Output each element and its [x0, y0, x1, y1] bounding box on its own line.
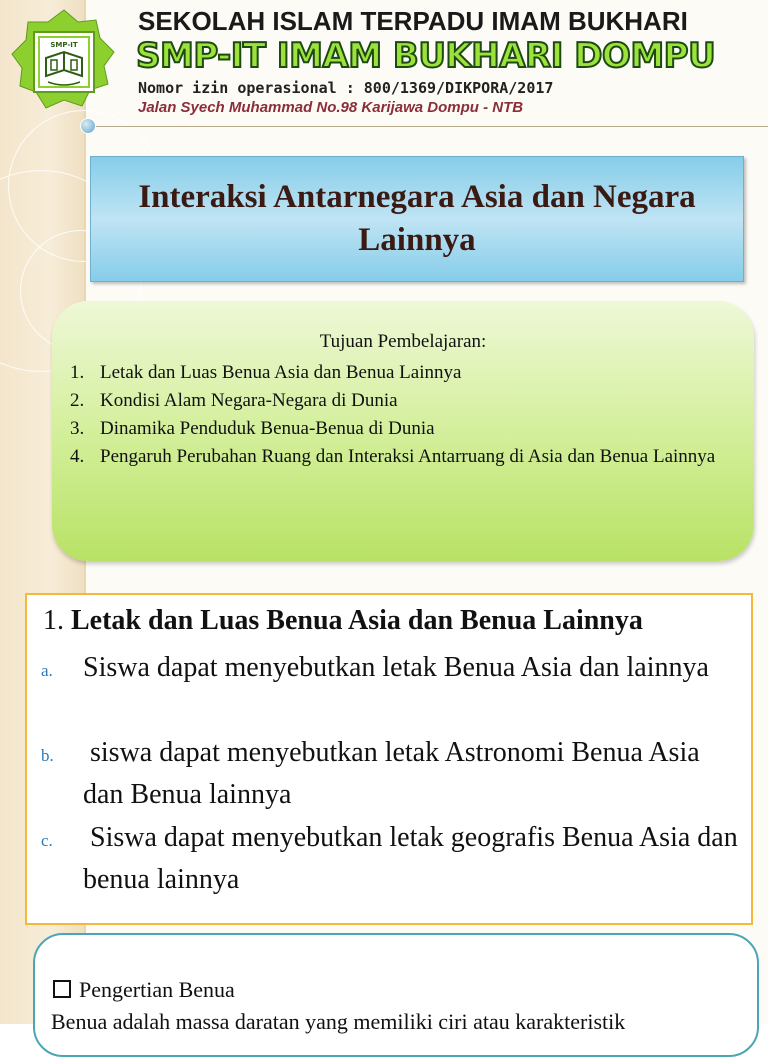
list-text: Siswa dapat menyebutkan letak Benua Asia dan lainnya	[83, 652, 709, 683]
slide-title: Interaksi Antarnegara Asia dan Negara Lainnya	[138, 179, 696, 258]
school-logo	[10, 8, 118, 116]
objective-heading	[43, 605, 643, 637]
list-letter: b.	[41, 746, 54, 765]
objective-detail-box	[25, 593, 753, 925]
list-text: siswa dapat menyebutkan letak Astronomi Benua Asia dan Benua lainnya	[83, 737, 707, 810]
list-letter: c.	[41, 831, 53, 850]
list-item	[70, 359, 740, 387]
objective-heading-text: Letak dan Luas Benua Asia dan Benua Lainnya	[71, 605, 643, 636]
checkbox-bullet-icon	[53, 980, 71, 998]
objectives-list	[70, 359, 740, 471]
permit-number: Nomor izin operasional : 800/1369/DIKPORA/2017	[138, 79, 554, 97]
definition-title-text: Pengertian Benua	[79, 977, 235, 1002]
list-item	[70, 415, 740, 443]
definition-title	[53, 977, 235, 1003]
school-address: Jalan Syech Muhammad No.98 Karijawa Dompu - NTB	[138, 99, 524, 116]
definition-text: Benua adalah massa daratan yang memiliki ciri atau karakteristik	[51, 1009, 626, 1034]
list-text: Letak dan Luas Benua Asia dan Benua Lainnya	[100, 362, 462, 383]
list-letter: a.	[41, 661, 53, 680]
list-number: 4.	[70, 446, 85, 467]
school-name: SEKOLAH ISLAM TERPADU IMAM BUKHARI	[138, 6, 688, 36]
list-text: Kondisi Alam Negara-Negara di Dunia	[100, 390, 398, 411]
objectives-heading: Tujuan Pembelajaran:	[319, 331, 487, 352]
list-item	[70, 387, 740, 415]
learning-objectives-box	[52, 301, 754, 561]
school-short-name: SMP-IT IMAM BUKHARI DOMPU	[136, 36, 716, 76]
list-item	[70, 443, 740, 471]
list-text: Pengaruh Perubahan Ruang dan Interaksi Antarruang di Asia dan Benua Lainnya	[100, 446, 716, 467]
definition-box	[33, 933, 759, 1057]
objective-heading-number: 1.	[43, 605, 64, 636]
decorative-dot	[80, 118, 96, 134]
list-number: 1.	[70, 362, 85, 383]
slide-title-box	[90, 156, 744, 282]
logo-text: SMP-IT	[50, 41, 78, 49]
header-divider	[84, 126, 768, 127]
list-text: Dinamika Penduduk Benua-Benua di Dunia	[100, 418, 435, 439]
list-text: Siswa dapat menyebutkan letak geografis Benua Asia dan benua lainnya	[83, 822, 745, 895]
list-number: 2.	[70, 390, 85, 411]
list-number: 3.	[70, 418, 85, 439]
